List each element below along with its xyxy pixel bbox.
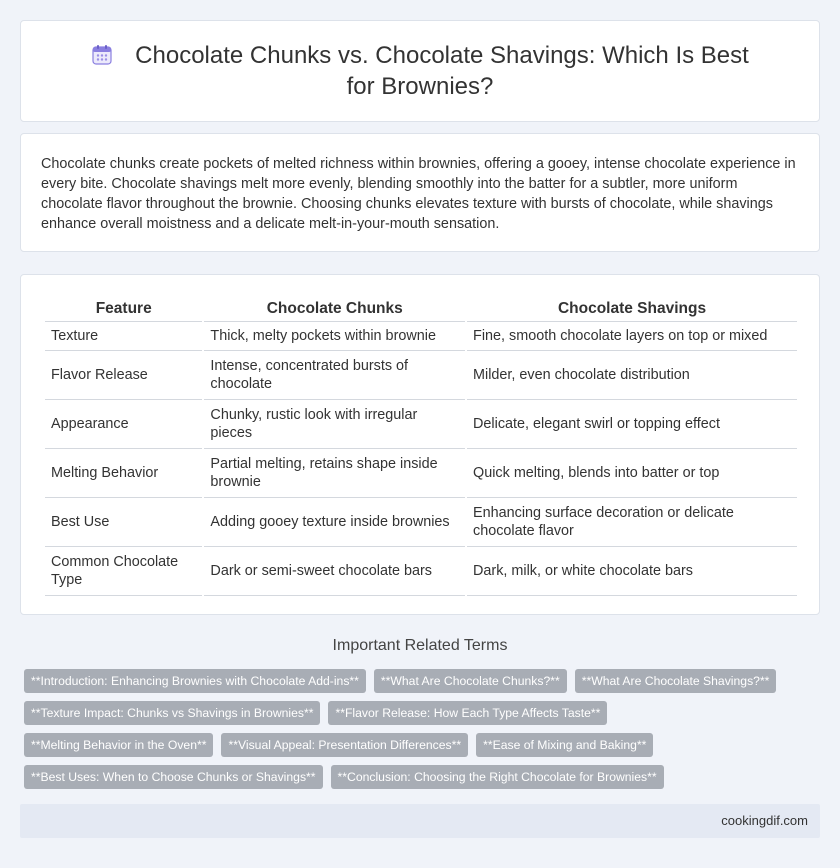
intro-card — [20, 133, 820, 252]
cell-feature: Melting Behavior — [45, 449, 202, 498]
related-tag[interactable]: **Visual Appeal: Presentation Differences** — [221, 733, 468, 757]
related-tag[interactable]: **Texture Impact: Chunks vs Shavings in Brownies** — [24, 701, 320, 725]
cell-chunks: Chunky, rustic look with irregular pieces — [204, 400, 465, 449]
cell-feature: Flavor Release — [45, 351, 202, 400]
table-row — [45, 498, 797, 547]
related-tag[interactable]: **Best Uses: When to Choose Chunks or Shavings** — [24, 765, 323, 789]
cell-shavings: Dark, milk, or white chocolate bars — [467, 547, 797, 596]
cell-chunks: Adding gooey texture inside brownies — [204, 498, 465, 547]
footer — [20, 804, 820, 838]
cell-feature: Appearance — [45, 400, 202, 449]
table-row — [45, 400, 797, 449]
header-chunks: Chocolate Chunks — [204, 295, 465, 322]
intro-paragraph: Chocolate chunks create pockets of melted richness within brownies, offering a gooey, intense chocolate experience in every bite. Chocolate shavings melt more evenly, blending smoothly into the batter for a subtler, more uniform chocolate flavor throughout the brownie. Choosing chunks elevates texture with bursts of chocolate, while shavings enhance overall moistness and a delicate melt-in-your-mouth sensation. — [41, 156, 796, 232]
cell-chunks: Thick, melty pockets within brownie — [204, 322, 465, 351]
calendar-icon — [91, 43, 113, 65]
table-row — [45, 322, 797, 351]
cell-shavings: Quick melting, blends into batter or top — [467, 449, 797, 498]
table-header-row — [45, 295, 797, 322]
table-row — [45, 449, 797, 498]
cell-feature: Best Use — [45, 498, 202, 547]
cell-chunks: Dark or semi-sweet chocolate bars — [204, 547, 465, 596]
related-terms-list — [24, 669, 804, 789]
page-title-text: Chocolate Chunks vs. Chocolate Shavings: Which Is Best for Brownies? — [135, 42, 749, 100]
footer-site-link[interactable]: cookingdif.com — [721, 813, 808, 828]
cell-feature: Texture — [45, 322, 202, 351]
related-tag[interactable]: **What Are Chocolate Chunks?** — [374, 669, 567, 693]
cell-chunks: Intense, concentrated bursts of chocolate — [204, 351, 465, 400]
table-row — [45, 351, 797, 400]
related-tag[interactable]: **Introduction: Enhancing Brownies with Chocolate Add-ins** — [24, 669, 366, 693]
comparison-table — [43, 295, 799, 596]
cell-shavings: Delicate, elegant swirl or topping effect — [467, 400, 797, 449]
comparison-card — [20, 274, 820, 615]
related-tag[interactable]: **Flavor Release: How Each Type Affects Taste** — [328, 701, 607, 725]
related-tag[interactable]: **What Are Chocolate Shavings?** — [575, 669, 777, 693]
header-feature: Feature — [45, 295, 202, 322]
cell-shavings: Fine, smooth chocolate layers on top or mixed — [467, 322, 797, 351]
header-shavings: Chocolate Shavings — [467, 295, 797, 322]
title-card — [20, 20, 820, 122]
related-tag[interactable]: **Conclusion: Choosing the Right Chocolate for Brownies** — [331, 765, 664, 789]
related-tag[interactable]: **Ease of Mixing and Baking** — [476, 733, 653, 757]
table-row — [45, 547, 797, 596]
page-title — [81, 40, 759, 102]
cell-feature: Common Chocolate Type — [45, 547, 202, 596]
related-tag[interactable]: **Melting Behavior in the Oven** — [24, 733, 213, 757]
cell-chunks: Partial melting, retains shape inside brownie — [204, 449, 465, 498]
cell-shavings: Enhancing surface decoration or delicate chocolate flavor — [467, 498, 797, 547]
related-terms-heading: Important Related Terms — [332, 637, 508, 654]
cell-shavings: Milder, even chocolate distribution — [467, 351, 797, 400]
